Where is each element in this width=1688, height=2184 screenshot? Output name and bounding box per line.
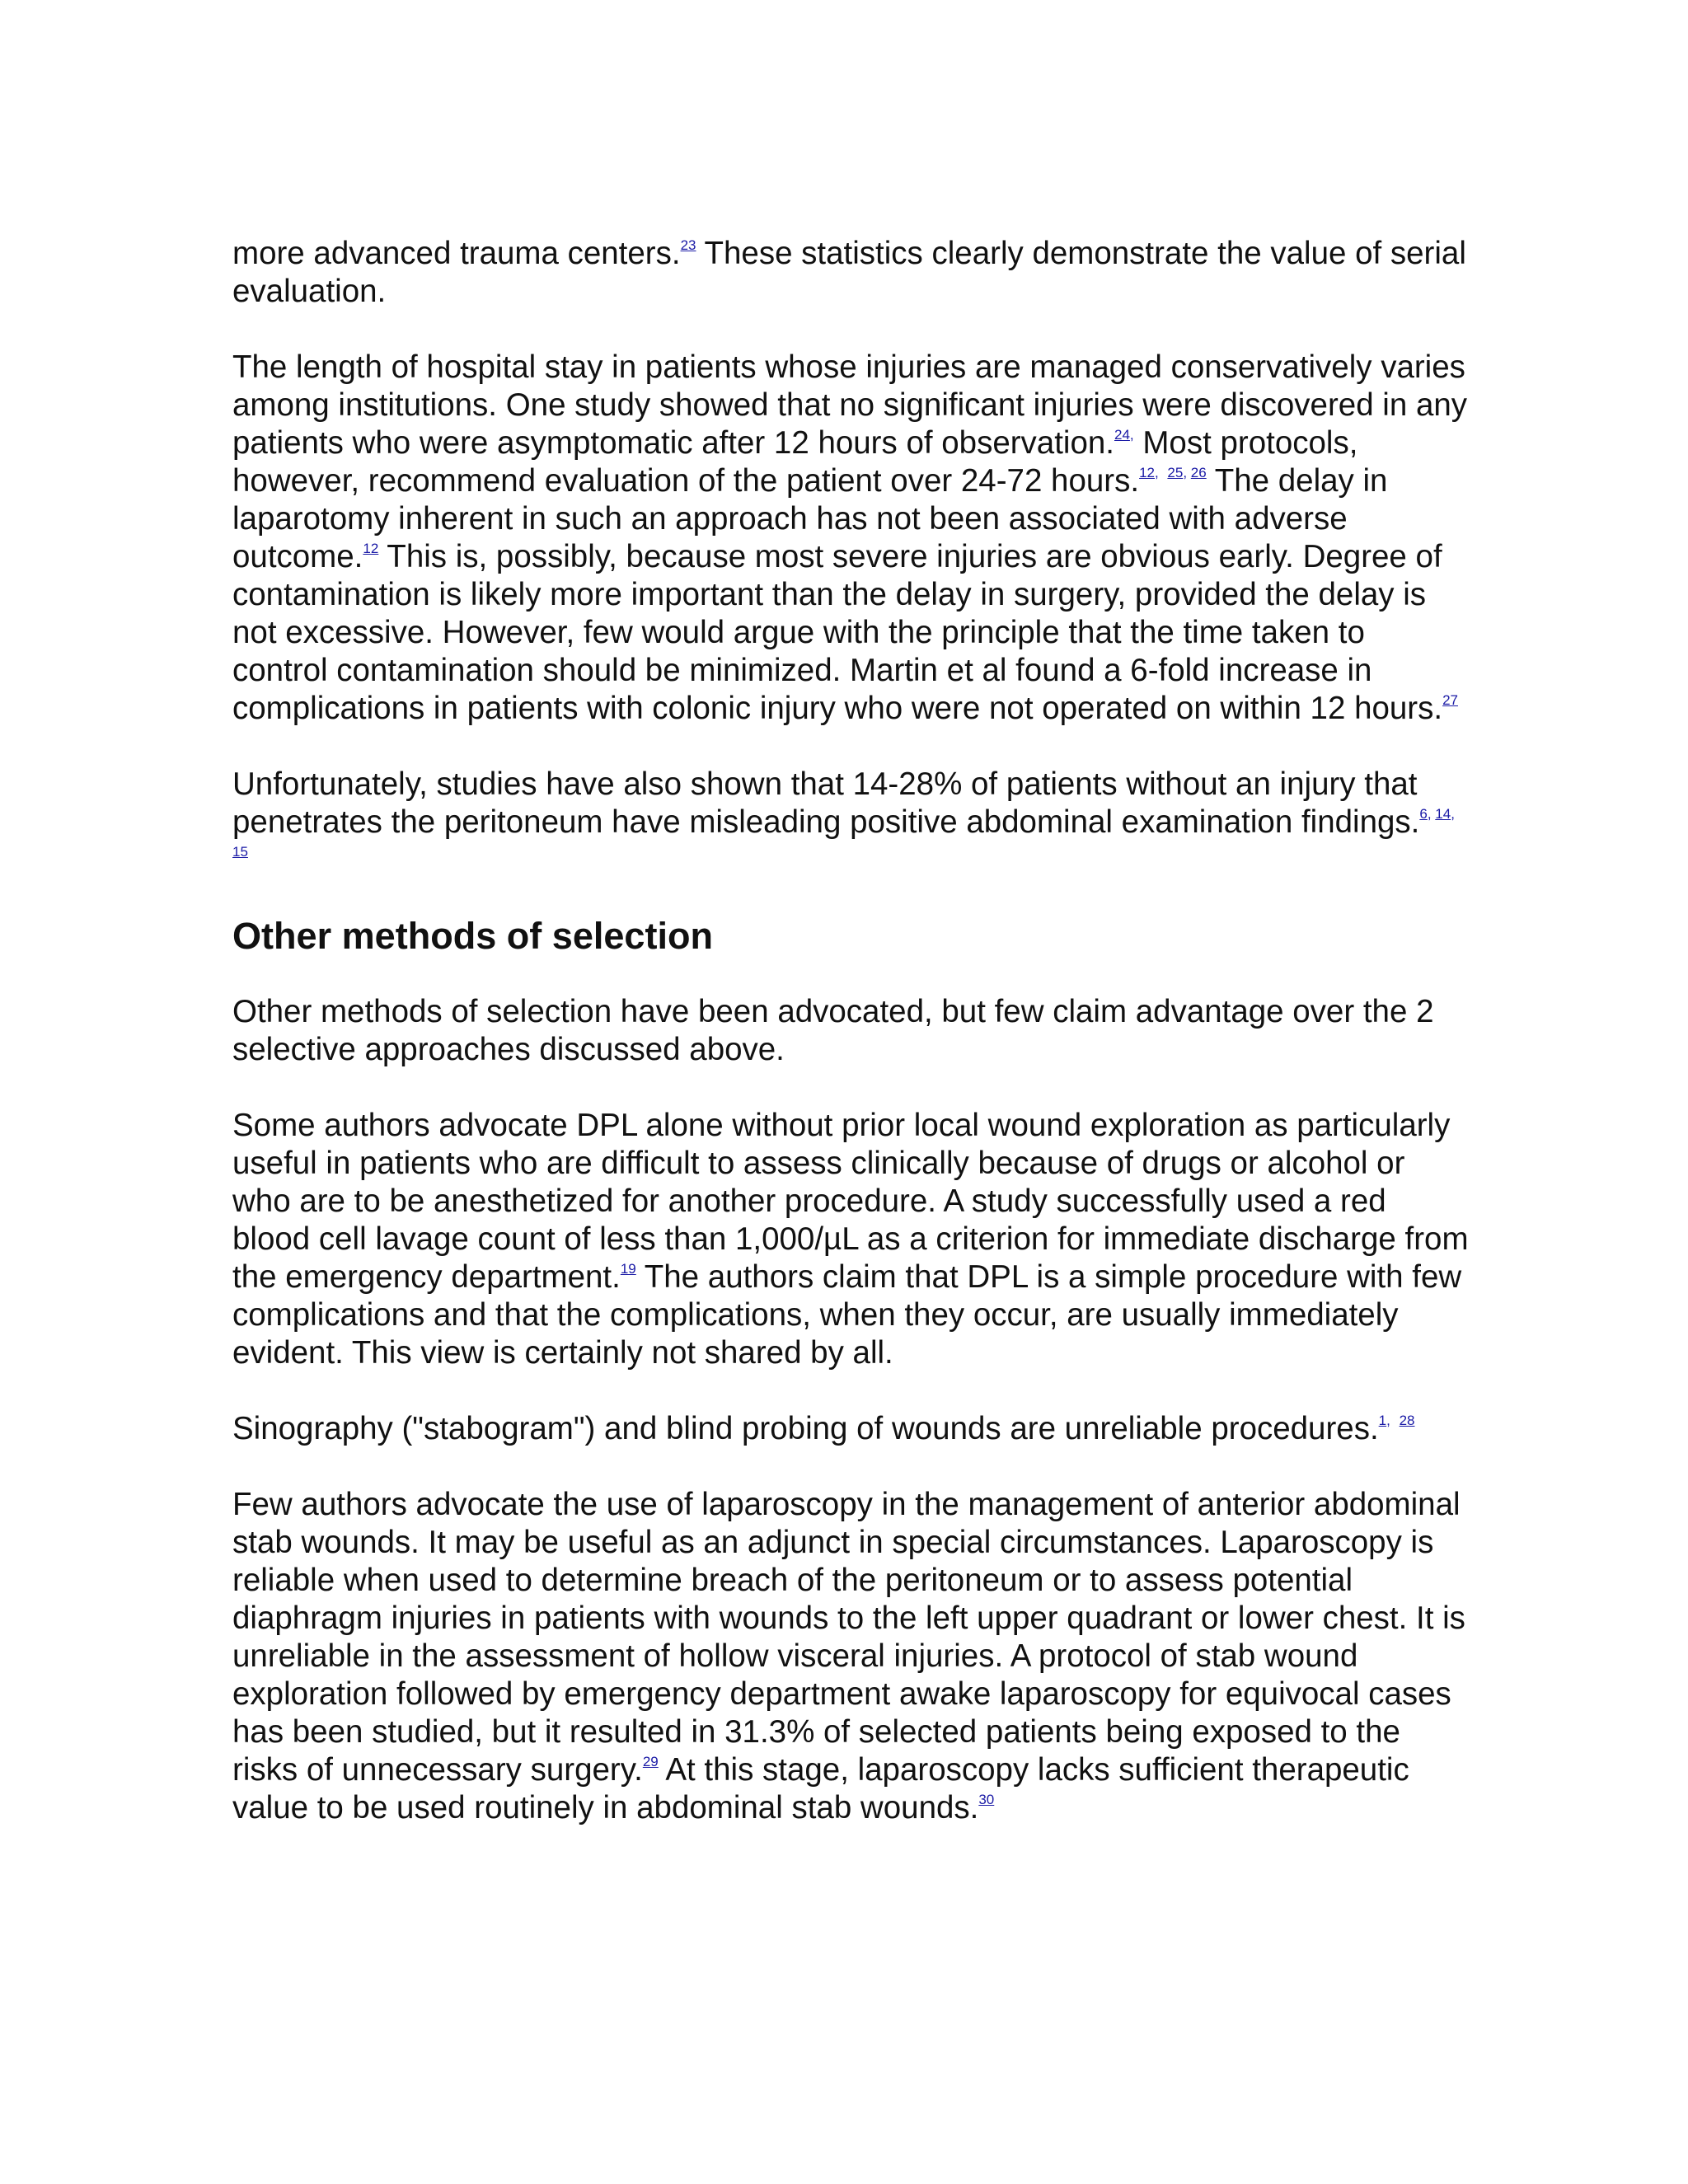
reference-link[interactable]: 1 (1378, 1413, 1387, 1428)
reference-link[interactable]: 25 (1167, 465, 1184, 480)
reference-link[interactable]: 19 (620, 1261, 636, 1277)
paragraph-text: Other methods of selection have been advocated, but few claim advantage over the 2 selective approaches discussed above. (232, 994, 1434, 1067)
paragraph-other-methods (232, 993, 1469, 1069)
reference-link[interactable]: 14 (1435, 806, 1451, 822)
paragraph-text: At this stage, laparoscopy lacks sufficient therapeutic value to be used routinely in abdominal stab wounds. (232, 1752, 1409, 1825)
reference-link[interactable]: 30 (978, 1792, 995, 1807)
reference-link[interactable]: 15 (232, 844, 248, 860)
reference-link[interactable]: 6 (1419, 806, 1428, 822)
reference-link[interactable]: 12 (1139, 465, 1155, 480)
paragraph-text: The authors claim that DPL is a simple procedure with few complications and that the complications, when they occur, are usually immediately evident. This view is certainly not shared by all. (232, 1259, 1462, 1371)
paragraph-sinography: Sinography ("stabogram") and blind probing of wounds are unreliable procedures.$^{1,}$ $^{28}$ (232, 1411, 1415, 1446)
paragraph-hospital-stay: The length of hospital stay in patients whose injuries are managed conservatively varies among institutions. One study showed that no significant injuries were discovered in any patients who were asymptomatic after 12 hours of observation.$^{24,}$ Most protocols, however, recommend evaluation of the patient over 24-72 hours.$^{12,}$ $^{25,}$ $^{26}$ The delay in laparotomy inherent in such an approach has not been associated with adverse outcome.$^{12}$ This is, possibly, because most severe injuries are obvious early. Degree of contamination is likely more important than the delay in surgery, provided the delay is not excessive. However, few would argue with the principle that the time taken to control contamination should be minimized. Martin et al found a 6-fold increase in complications in patients with colonic injury who were not operated on within 12 hours.$^{27}$ (232, 349, 1468, 726)
paragraph-serial-evaluation (232, 235, 1469, 311)
paragraph-text: Some authors advocate DPL alone without prior local wound exploration as particularly useful in patients who are difficult to assess clinically because of drugs or alcohol or who are to be anesthetized for another procedure. A study successfully used a red blood cell lavage count of less than 1,000/µL as a criterion for immediate discharge from the emergency department. (232, 1108, 1469, 1295)
paragraph-text: Sinography ("stabogram") and blind probing of wounds are unreliable procedures. (232, 1411, 1379, 1446)
reference-link[interactable]: 26 (1190, 465, 1207, 480)
paragraph-text: Few authors advocate the use of laparoscopy in the management of anterior abdominal stab wounds. It may be useful as an adjunct in special circumstances. Laparoscopy is reliable when used to determine breach of the peritoneum or to assess potential diaphragm injuries in patients with wounds to the left upper quadrant or lower chest. It is unreliable in the assessment of hollow visceral injuries. A protocol of stab wound exploration followed by emergency department awake laparoscopy for equivocal cases has been studied, but it resulted in 31.3% of selected patients being exposed to the risks of unnecessary surgery. (232, 1487, 1465, 1788)
section-heading: Other methods of selection (232, 915, 713, 957)
paragraph-text: Unfortunately, studies have also shown that 14-28% of patients without an injury that penetrates the peritoneum have misleading positive abdominal examination findings. (232, 766, 1420, 840)
paragraph-text: These statistics clearly demonstrate the value of serial evaluation. (232, 236, 1466, 309)
document-page (232, 235, 1469, 1865)
reference-link[interactable]: 12 (363, 541, 379, 556)
reference-link[interactable]: 24 (1114, 427, 1130, 443)
paragraph-text: The delay in laparotomy inherent in such an approach has not been associated with adverse outcome. (232, 463, 1388, 574)
reference-link[interactable]: 23 (680, 237, 696, 253)
paragraph-text: more advanced trauma centers. (232, 236, 681, 271)
reference-link[interactable]: 29 (642, 1754, 659, 1769)
paragraph-text: This is, possibly, because most severe injuries are obvious early. Degree of contamination is likely more important than the delay in surgery, provided the delay is not excessive. However, few would argue with the principle that the time taken to control contamination should be minimized. Martin et al found a 6-fold increase in complications in patients with colonic injury who were not operated on within 12 hours. (232, 539, 1443, 726)
paragraph-text: Most protocols, however, recommend evaluation of the patient over 24-72 hours. (232, 425, 1358, 499)
reference-link[interactable]: 27 (1442, 692, 1458, 708)
paragraph-dpl (232, 1107, 1469, 1372)
paragraph-laparoscopy (232, 1486, 1469, 1827)
paragraph-misleading-findings: Unfortunately, studies have also shown that 14-28% of patients without an injury that penetrates the peritoneum have misleading positive abdominal examination findings.$^{6,}$ $^{14,}$ $^{15}$ (232, 766, 1455, 860)
paragraph-text: The length of hospital stay in patients whose injuries are managed conservatively varies among institutions. One study showed that no significant injuries were discovered in any patients who were asymptomatic after 12 hours of observation. (232, 349, 1468, 461)
reference-link[interactable]: 28 (1399, 1413, 1415, 1428)
